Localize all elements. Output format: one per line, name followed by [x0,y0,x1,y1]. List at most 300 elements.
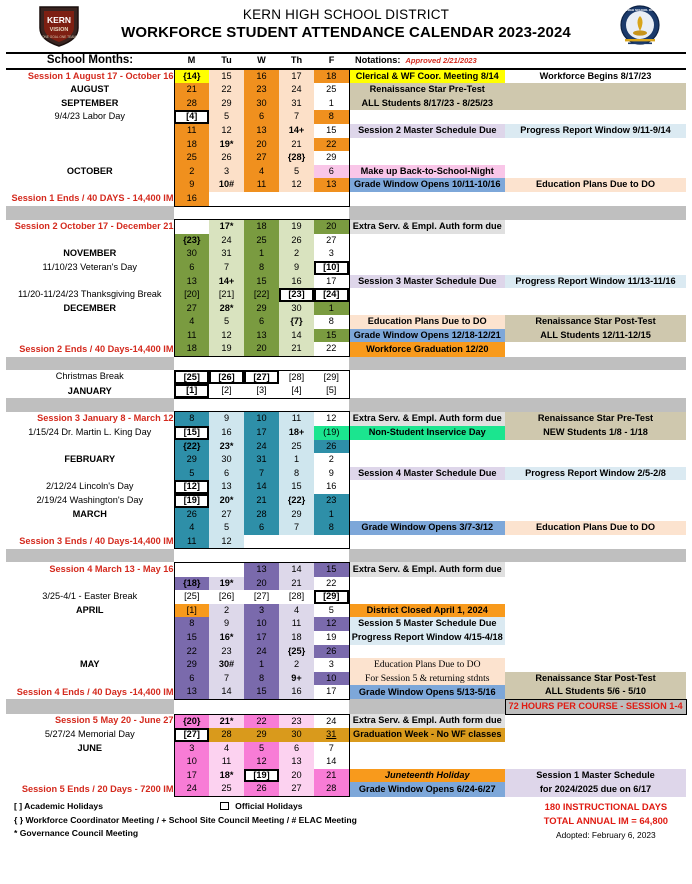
day-cell: 30 [279,302,314,316]
day-cell: 21 [279,342,314,356]
day-cell: {22} [174,440,209,454]
day-cell: [27] [244,370,279,384]
day-cell: 31 [209,247,244,261]
notation-primary [349,535,505,549]
notation-primary [349,138,505,152]
row-label [6,138,174,152]
separator-grid [174,549,349,563]
day-cell: 19 [279,220,314,234]
day-cell: 17 [174,769,209,783]
row-label [6,275,174,289]
day-cell: 1 [279,453,314,467]
day-cell: 28 [314,782,349,796]
day-cell: 11 [174,329,209,343]
day-cell: 13 [209,480,244,494]
day-cell: 20 [244,138,279,152]
notation-secondary [505,192,686,206]
day-cell: 1 [314,97,349,111]
day-cell: 20* [209,494,244,508]
day-cell: 17 [244,426,279,440]
day-cell: 13 [244,329,279,343]
day-cell: 26 [174,508,209,522]
calendar-week-row [6,342,686,356]
day-cell: 23 [314,494,349,508]
day-cell: 16 [174,192,209,206]
notation-secondary [505,480,686,494]
notation-secondary [505,494,686,508]
day-cell: 30 [209,453,244,467]
calendar-week-row [6,315,686,329]
day-cell: 30 [279,728,314,742]
day-cell: 23 [209,645,244,659]
day-cell: 7 [244,467,279,481]
separator-left [6,206,174,220]
day-cell: 3 [174,742,209,756]
day-cell: 21 [279,138,314,152]
col-header-f: F [314,53,349,69]
day-cell: 8 [314,315,349,329]
day-cell: 21 [314,769,349,783]
day-cell: 14 [279,329,314,343]
day-cell: 28* [209,302,244,316]
day-cell: 31 [314,728,349,742]
day-cell: 25 [279,440,314,454]
calendar-week-row [6,769,686,783]
notation-primary [349,151,505,165]
day-cell: 16 [279,685,314,699]
calendar-week-row [6,384,686,398]
day-cell [244,192,279,206]
row-label [6,617,174,631]
calendar-week-row [6,261,686,275]
calendar-week-row [6,329,686,343]
kern-vision-shield-logo [36,4,82,53]
adopted-date: Adopted: February 6, 2023 [556,830,656,841]
notation-secondary [505,151,686,165]
session-separator-row [6,206,686,220]
day-cell: 29 [279,508,314,522]
day-cell [279,535,314,549]
notation-secondary [505,83,686,97]
day-cell: 14 [314,755,349,769]
notation-secondary [505,535,686,549]
day-cell: 3 [314,247,349,261]
calendar-week-row [6,97,686,111]
month-label: DECEMBER [63,302,117,313]
row-label [6,234,174,248]
notation-primary: Non-Student Inservice Day [349,426,505,440]
separator-left [6,549,174,563]
row-label [6,631,174,645]
month-label: OCTOBER [66,165,113,176]
day-cell: 21 [279,577,314,591]
calendar-week-row [6,535,686,549]
holiday-label: 1/15/24 Dr. Martin L. King Day [28,427,152,438]
day-cell: 7 [279,521,314,535]
day-cell: [20] [174,288,209,302]
instructional-days-total: 180 INSTRUCTIONAL DAYS [544,801,668,813]
notation-primary [349,192,505,206]
day-cell: [21] [209,288,244,302]
notation-secondary [505,631,686,645]
notation-primary [349,288,505,302]
day-cell: 21 [174,83,209,97]
day-cell: 13 [314,178,349,192]
day-cell: 22 [314,577,349,591]
day-cell: 24 [209,234,244,248]
col-header-notations: Notations: Approved 2/21/2023 [349,53,686,69]
session-separator-row [6,699,686,714]
legend-line-3: * Governance Council Meeting [14,828,139,839]
day-cell: 27 [209,508,244,522]
calendar-week-row [6,685,686,699]
day-cell: 9 [314,467,349,481]
day-cell: 2 [279,247,314,261]
notation-primary: Session 5 Master Schedule Due [349,617,505,631]
calendar-week-row [6,69,686,84]
day-cell: 15 [314,562,349,576]
day-cell: [27] [253,591,270,602]
day-cell: 17 [244,631,279,645]
month-label: MARCH [72,508,107,519]
calendar-week-row [6,658,686,672]
legend-footer [6,800,686,842]
day-cell: 8 [314,110,349,124]
notation-secondary [505,384,686,398]
day-cell: 1 [244,247,279,261]
day-cell: 11 [209,755,244,769]
notation-primary [349,234,505,248]
day-cell: 6 [174,672,209,686]
day-cell: [15] [174,426,209,440]
calendar-week-row [6,110,686,124]
notation-secondary: Progress Report Window 2/5-2/8 [505,467,686,481]
notation-primary [349,110,505,124]
svg-text:KERN HIGH SCHOOL DISTRICT: KERN HIGH SCHOOL DISTRICT [616,8,664,12]
day-cell: 6 [209,467,244,481]
session-label: Session 4 Ends / 40 Days -14,400 IM [16,686,174,697]
row-label [6,467,174,481]
calendar-week-row [6,742,686,756]
day-cell: 26 [279,234,314,248]
separator-right [349,398,686,412]
day-cell: 13 [244,124,279,138]
day-cell: 5 [244,742,279,756]
notation-secondary: Session 1 Master Schedule [505,769,686,783]
notation-secondary [505,645,686,659]
row-label [6,577,174,591]
notation-primary: Graduation Week - No WF classes [349,728,505,742]
day-cell: 2 [279,658,314,672]
holiday-label: 3/25-4/1 - Easter Break [42,591,138,602]
day-cell: 13 [174,685,209,699]
notation-primary [349,302,505,316]
separator-grid [174,206,349,220]
day-cell: 5 [209,315,244,329]
notation-primary: Grade Window Opens 12/18-12/21 [349,329,505,343]
day-cell: 22 [209,83,244,97]
day-cell: 8 [279,467,314,481]
calendar-week-row [6,631,686,645]
calendar-week-row [6,577,686,591]
day-cell: 9 [209,412,244,426]
notation-secondary [505,728,686,742]
day-cell: 8 [244,261,279,275]
day-cell [174,220,209,234]
day-cell: 6 [244,110,279,124]
notation-primary [349,577,505,591]
session-label: Session 1 Ends / 40 DAYS - 14,400 IM [11,193,174,204]
day-cell: 14 [279,562,314,576]
day-cell: 8 [244,672,279,686]
month-label: SEPTEMBER [61,97,119,108]
month-label: MAY [79,659,100,670]
calendar-week-row [6,178,686,192]
day-cell: 30# [209,658,244,672]
day-cell: 31 [279,97,314,111]
day-cell: 27 [174,302,209,316]
notation-primary: Session 4 Master Schedule Due [349,467,505,481]
notation-primary: Session 3 Master Schedule Due [349,275,505,289]
day-cell: 17 [279,69,314,84]
notation-primary: Clerical & WF Coor. Meeting 8/14 [349,69,505,84]
session-label: Session 4 March 13 - May 16 [49,563,174,574]
day-cell: 23* [209,440,244,454]
calendar-week-row [6,782,686,796]
session-label: Session 5 Ends / 20 Days - 7200 IM [21,783,174,794]
day-cell: [26] [209,370,244,384]
svg-text:ONE GOAL ONE TEAM: ONE GOAL ONE TEAM [41,35,77,39]
day-cell: 27 [314,234,349,248]
notation-primary: Renaissance Star Pre-Test [349,83,505,97]
month-label: NOVEMBER [63,248,117,259]
day-cell: 4 [209,742,244,756]
legend-line-2: { } Workforce Coordinator Meeting / + School Site Council Meeting / # ELAC Meeting [14,814,357,825]
day-cell: {28} [279,151,314,165]
notation-primary: Juneteenth Holiday [349,769,505,783]
approved-stamp: Approved 2/21/2023 [405,56,477,65]
notation-primary [349,645,505,659]
official-holiday-box-icon [220,802,229,810]
day-cell: 29 [244,728,279,742]
day-cell: 29 [174,453,209,467]
calendar-week-row [6,672,686,686]
day-cell: 12 [209,329,244,343]
calendar-week-row [6,480,686,494]
day-cell: 5 [314,604,349,618]
notation-primary: Grade Window Opens 5/13-5/16 [349,685,505,699]
notation-secondary [505,590,686,604]
calendar-week-row [6,562,686,576]
notation-primary: Workforce Graduation 12/20 [349,342,505,356]
notation-primary: Extra Serv. & Empl. Auth form due [349,562,505,576]
day-cell: 14+ [209,275,244,289]
separator-left [6,699,174,714]
day-cell: [12] [174,480,209,494]
day-cell: 11 [279,412,314,426]
day-cell: 10 [244,617,279,631]
notation-secondary: Progress Report Window 9/11-9/14 [505,124,686,138]
day-cell: 28 [174,97,209,111]
calendar-week-row [6,234,686,248]
day-cell: 28 [209,728,244,742]
day-cell: [5] [314,384,349,398]
separator-grid [174,699,349,714]
legend-line-1 [14,800,357,814]
page-header [6,0,686,52]
day-cell: 19 [209,342,244,356]
page-title: WORKFORCE STUDENT ATTENDANCE CALENDAR 2023-2024 [121,24,571,41]
day-cell: 10 [174,755,209,769]
day-cell [174,562,209,576]
separator-right [349,357,686,371]
day-cell: [28] [279,370,314,384]
kern-high-school-district-seal-logo [616,4,664,53]
day-cell: 14 [244,480,279,494]
day-cell: 16 [279,275,314,289]
notation-secondary [505,604,686,618]
calendar-week-row [6,645,686,659]
day-cell: 22 [314,138,349,152]
day-cell: {14} [174,69,209,84]
notation-secondary: NEW Students 1/8 - 1/18 [505,426,686,440]
month-label: FEBRUARY [64,454,116,465]
col-header-m: M [174,53,209,69]
calendar-week-row [6,151,686,165]
day-cell [244,535,279,549]
day-cell: [19] [244,769,279,783]
month-label: AUGUST [70,84,110,95]
notation-secondary [505,714,686,728]
day-cell: 6 [314,165,349,179]
day-cell: 11 [174,535,209,549]
calendar-week-row [6,755,686,769]
notation-secondary [505,110,686,124]
day-cell: 27 [244,151,279,165]
day-cell: [2] [209,384,244,398]
day-cell: 13 [244,562,279,576]
notation-secondary [505,247,686,261]
day-cell [314,535,349,549]
day-cell: {25} [279,645,314,659]
calendar-week-row [6,590,686,604]
holiday-label: 2/19/24 Washington's Day [36,495,144,505]
notation-primary [349,480,505,494]
notation-secondary: for 2024/2025 due on 6/17 [505,782,686,796]
notation-secondary [505,261,686,275]
holiday-label: 11/20-11/24/23 Thanksgiving Break [17,289,162,300]
day-cell: 18* [209,769,244,783]
separator-right [349,549,686,563]
holiday-label: 11/10/23 Veteran's Day [42,261,138,272]
notation-secondary [505,742,686,756]
notation-secondary [505,617,686,631]
day-cell: 12 [314,617,349,631]
day-cell: 18 [314,69,349,84]
table-header-row [6,53,686,69]
day-cell: [4] [279,384,314,398]
calendar-week-row [6,302,686,316]
calendar-week-row [6,604,686,618]
district-name: KERN HIGH SCHOOL DISTRICT [242,7,450,22]
day-cell: 17* [209,220,244,234]
day-cell: 10# [209,178,244,192]
notation-secondary [505,234,686,248]
notation-secondary: Renaissance Star Post-Test [505,315,686,329]
calendar-week-row [6,467,686,481]
day-cell: 15 [279,480,314,494]
day-cell: [25] [174,370,209,384]
day-cell: 6 [279,742,314,756]
day-cell: 1 [314,508,349,522]
day-cell: 23 [244,83,279,97]
day-cell: 1 [314,302,349,316]
notation-secondary: Progress Report Window 11/13-11/16 [505,275,686,289]
day-cell: 18 [244,220,279,234]
notation-secondary [505,288,686,302]
notation-primary: Extra Serv. & Empl. Auth form due [349,412,505,426]
calendar-week-row [6,247,686,261]
notation-secondary: ALL Students 12/11-12/15 [505,329,686,343]
day-cell: 5 [279,165,314,179]
session-separator-row [6,398,686,412]
notation-primary [349,494,505,508]
calendar-week-row [6,124,686,138]
day-cell: 9+ [279,672,314,686]
day-cell: 3 [314,658,349,672]
day-cell: 2 [174,165,209,179]
day-cell: 25 [244,234,279,248]
row-label [6,329,174,343]
day-cell: 25 [314,83,349,97]
notation-primary [349,742,505,756]
notation-secondary [505,755,686,769]
svg-text:KERN: KERN [46,15,72,25]
row-label [6,178,174,192]
day-cell: {20} [174,714,209,728]
row-label [6,645,174,659]
session-label: Session 3 January 8 - March 12 [37,413,174,424]
day-cell: 15 [244,275,279,289]
calendar-week-row [6,220,686,234]
day-cell: 2 [314,453,349,467]
notation-secondary [505,577,686,591]
day-cell: 26 [314,645,349,659]
day-cell: 22 [244,714,279,728]
col-header-w: W [244,53,279,69]
month-label: APRIL [75,604,104,615]
day-cell: 29 [174,658,209,672]
row-label [6,440,174,454]
calendar-week-row [6,508,686,522]
day-cell: 9 [174,178,209,192]
calendar-week-row [6,288,686,302]
day-cell: 18+ [279,426,314,440]
session-label: Session 1 August 17 - October 16 [27,70,174,81]
col-header-th: Th [279,53,314,69]
calendar-week-row [6,275,686,289]
notation-primary [349,453,505,467]
day-cell: 19* [209,138,244,152]
day-cell: 29 [314,151,349,165]
attendance-calendar-table [6,52,687,797]
day-cell: [10] [314,261,349,275]
day-cell: 25 [174,151,209,165]
day-cell: [26] [218,591,235,602]
day-cell: 20 [314,220,349,234]
day-cell: 16* [209,631,244,645]
row-label [6,151,174,165]
